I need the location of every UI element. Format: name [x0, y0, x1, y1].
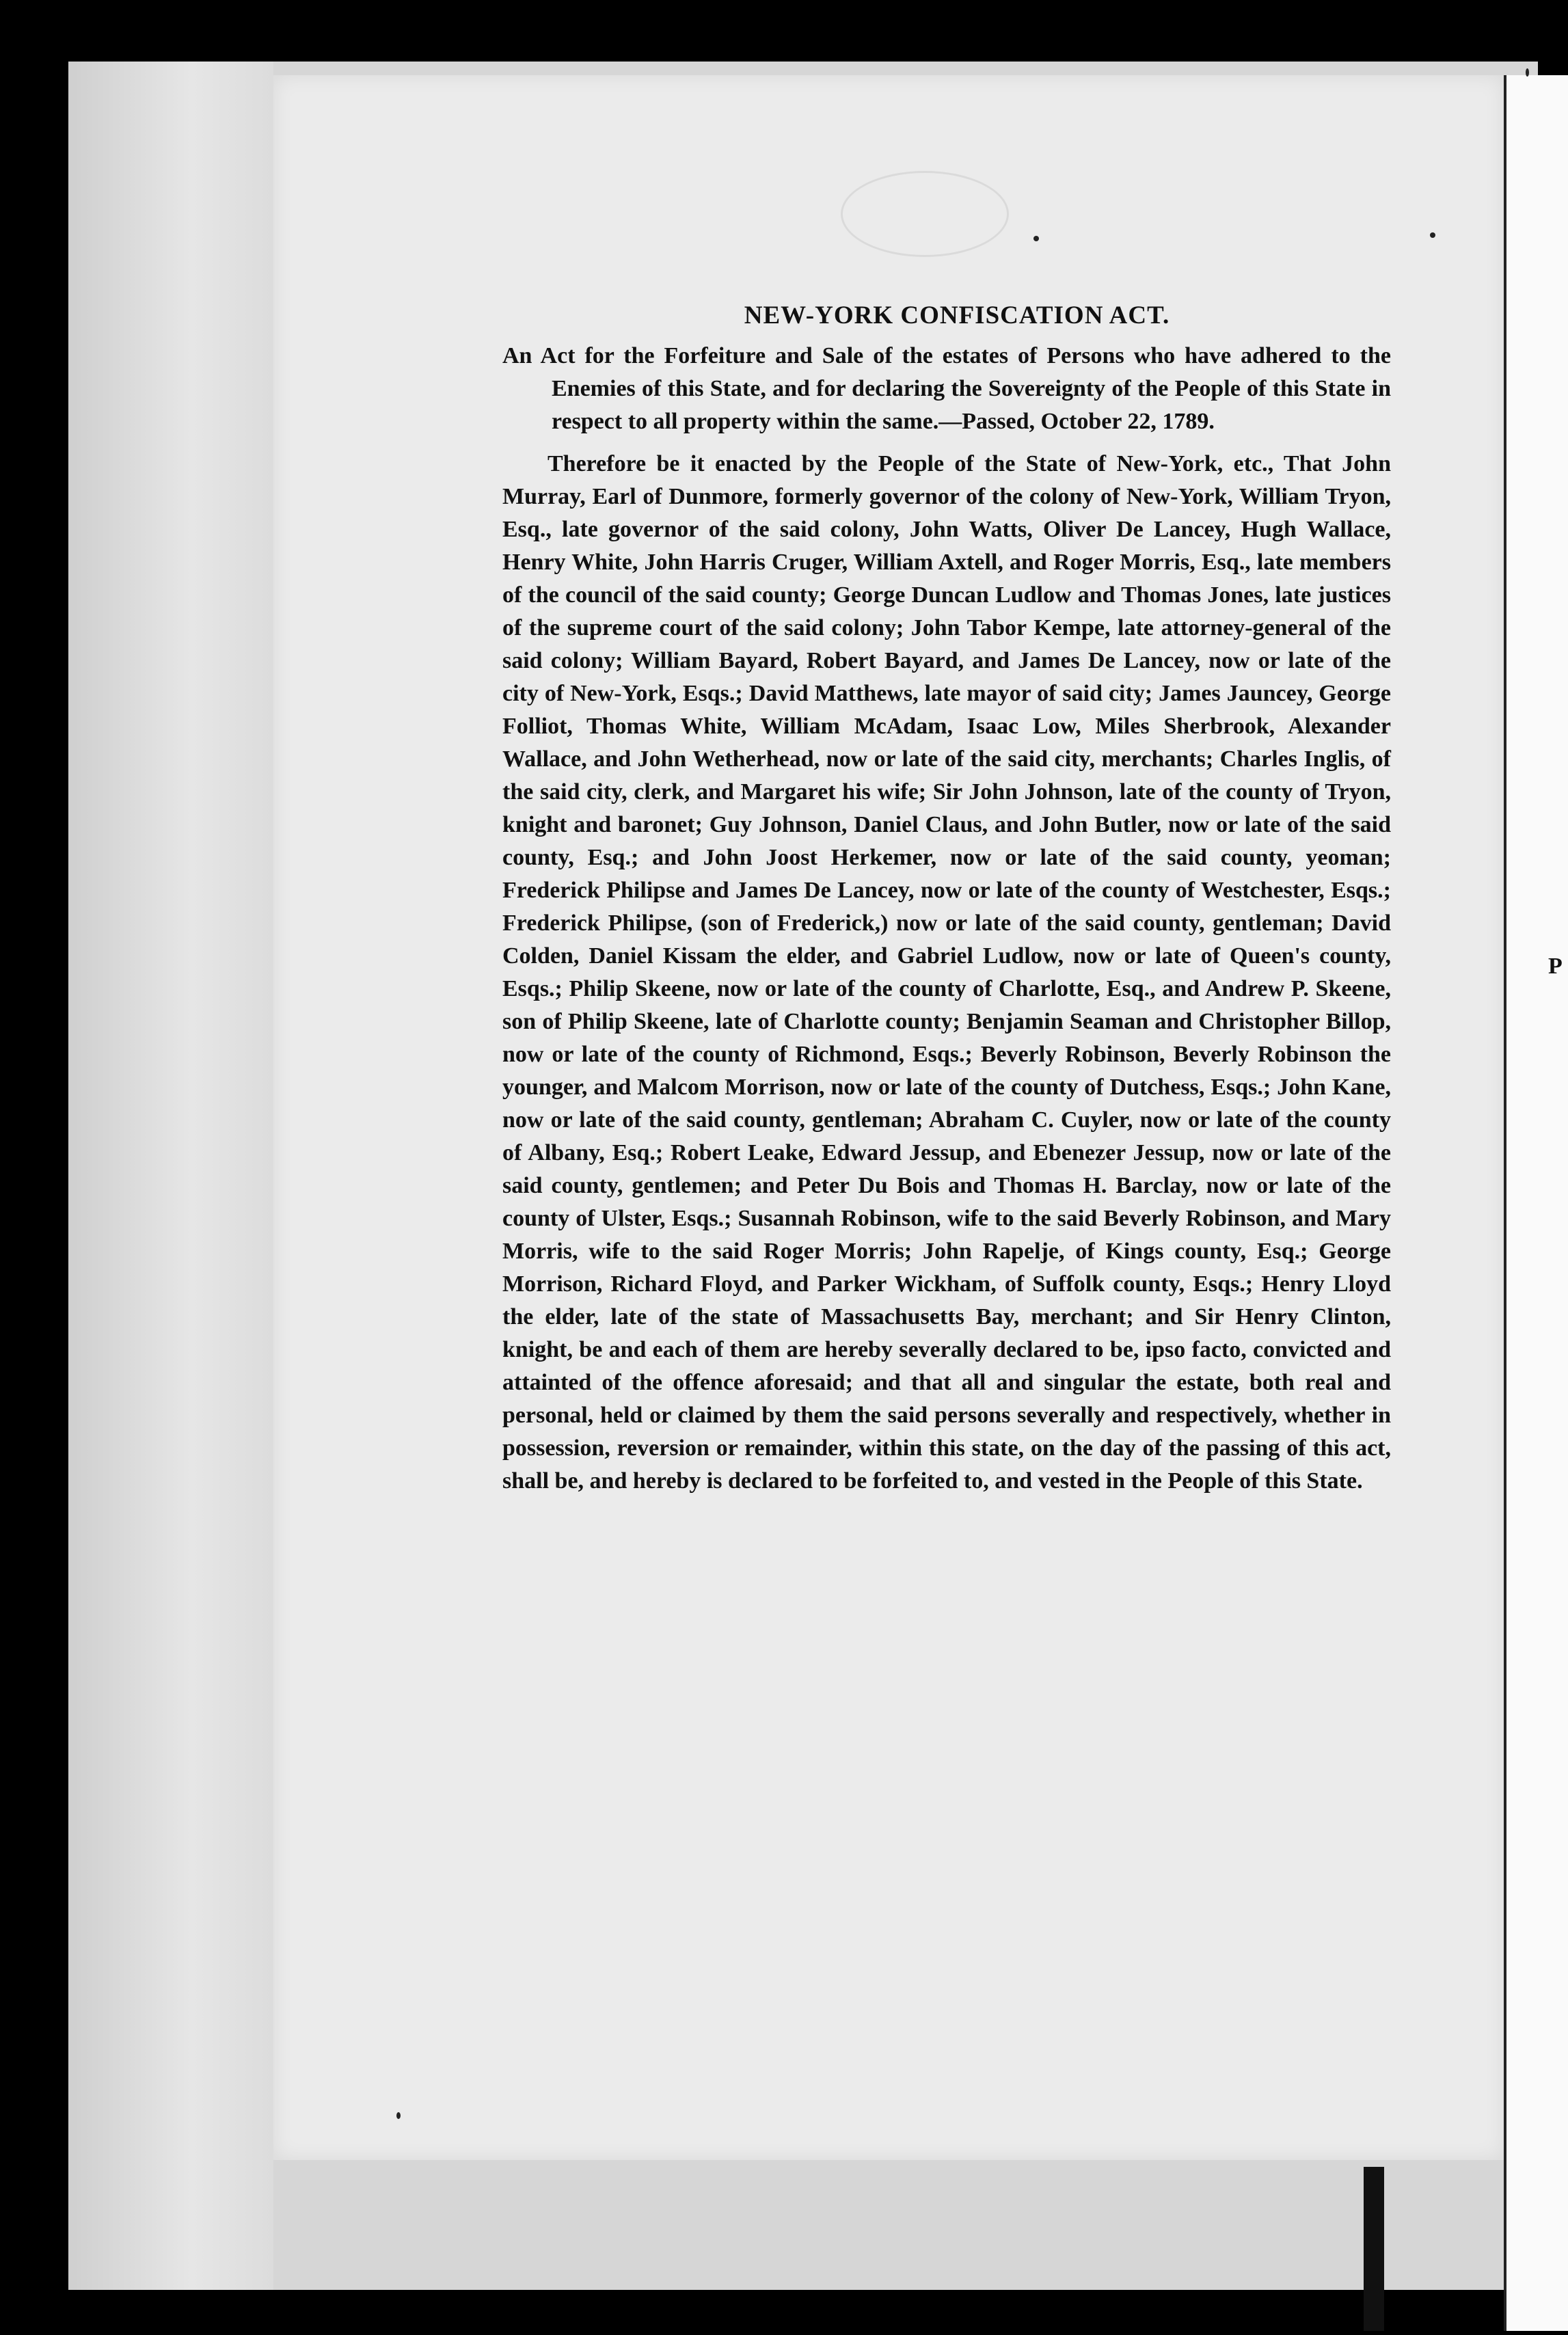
ink-speck	[1526, 68, 1529, 77]
document-title: NEW-YORK CONFISCATION ACT.	[744, 301, 1170, 329]
adjacent-page-letter: P	[1548, 954, 1563, 979]
act-body: Therefore be it enacted by the People of the State of New-York, etc., That John Murray, Earl of Dunmore, formerly governor of the colony of New-York, William Tryon, Esq., late governor of the said colony, John Watts, Oliver De Lancey, Hugh Wallace, Henry White, John Harris Cruger, William Axtell, and Roger Morris, Esq., late members of the council of the said county; George Duncan Ludlow and Thomas Jones, late justices of the supreme court of the said colony; John Tabor Kempe, late attorney-general of the said colony; William Bayard, Robert Bayard, and James De Lancey, now or late of the city of New-York, Esqs.; David Matthews, late mayor of said city; James Jauncey, George Folliot, Thomas White, William McAdam, Isaac Low, Miles Sherbrook, Alexander Wallace, and John Wetherhead, now or late of the said city, merchants; Charles Inglis, of the said city, clerk, and Margaret his wife; Sir John Johnson, late of the county of Tryon, knight and baronet; Guy Johnson, Daniel Claus, and John Butler, now or late of the said county, Esq.; and John Joost Herkemer, now or late of the said county, yeoman; Frederick Philipse and James De Lancey, now or late of the county of Westchester, Esqs.; Frederick Philipse, (son of Frederick,) now or late of the said county, gentleman; David Colden, Daniel Kissam the elder, and Gabriel Ludlow, now or late of Queen's county, Esqs.; Philip Skeene, now or late of the county of Charlotte, Esq., and Andrew P. Skeene, son of Philip Skeene, late of Charlotte county; Benjamin Seaman and Christopher Billop, now or late of the county of Richmond, Esqs.; Beverly Robinson, Beverly Robinson the younger, and Malcom Morrison, now or late of the county of Dutchess, Esqs.; John Kane, now or late of the said county, gentleman; Abraham C. Cuyler, now or late of the county of Albany, Esq.; Robert Leake, Edward Jessup, and Ebenezer Jessup, now or late of the said county, gentlemen; and Peter Du Bois and Thomas H. Barclay, now or late of the county of Ulster, Esqs.; Susannah Robinson, wife to the said Beverly Robinson, and Mary Morris, wife to the said Roger Morris; John Rapelje, of Kings county, Esq.; George Morrison, Richard Floyd, and Parker Wickham, of Suffolk county, Esqs.; Henry Lloyd the elder, late of the state of Massachusetts Bay, merchant; and Sir Henry Clinton, knight, be and each of them are hereby severally declared to be, ipso facto, convicted and attainted of the offence aforesaid; and that all and singular the estate, both real and personal, held or claimed by them the said persons severally and respectively, whether in possession, reversion or remainder, within this state, on the day of the passing of this act, shall be, and hereby is declared to be forfeited to, and vested in the People of this State.	[502, 451, 1391, 1494]
ink-speck	[1033, 236, 1039, 241]
binding-shadow	[1364, 2167, 1384, 2331]
page-gutter	[68, 62, 273, 2290]
document-text	[502, 301, 1391, 1498]
faded-library-stamp	[841, 171, 1009, 257]
adjacent-page-edge	[1504, 75, 1568, 2331]
act-preamble: An Act for the Forfeiture and Sale of the estates of Persons who have adhered to the Enemies of this State, and for declaring the Sovereignty of the People of this State in respect to all property within the same.—Passed, October 22, 1789.	[502, 343, 1391, 434]
ink-speck	[1430, 232, 1435, 238]
ink-speck	[396, 2112, 401, 2119]
